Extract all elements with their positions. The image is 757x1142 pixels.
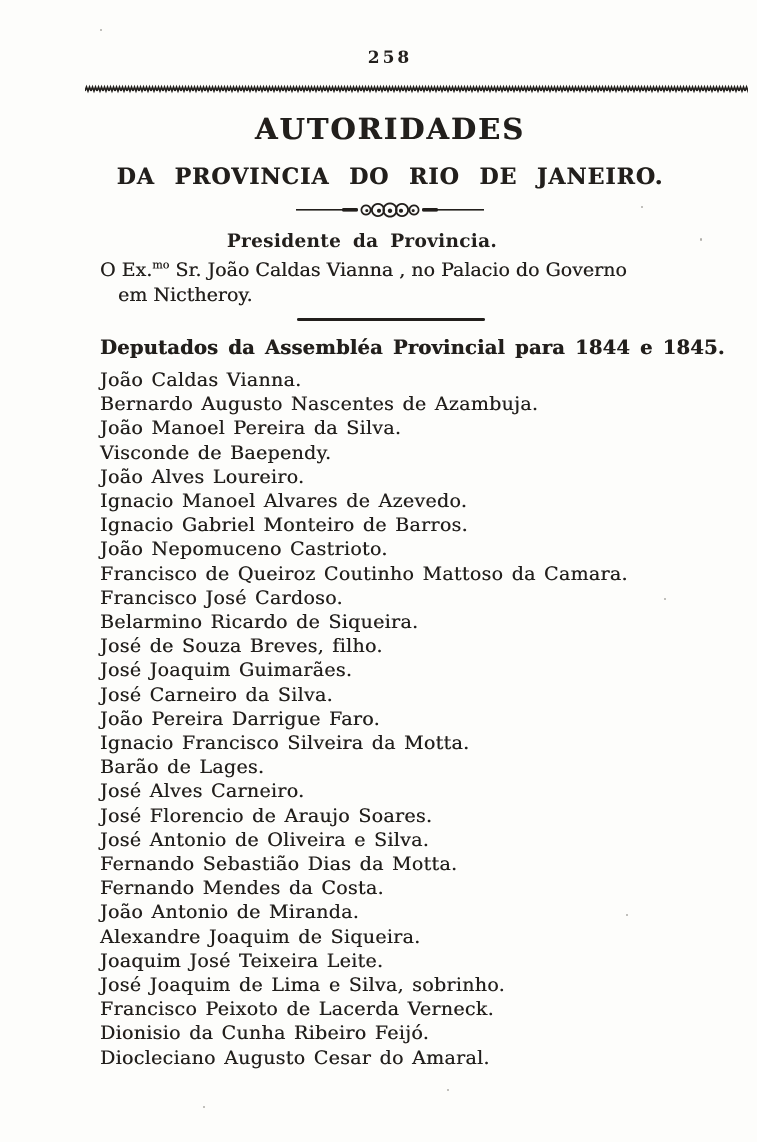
president-paragraph-line2: em Nictheroy.	[118, 284, 253, 306]
deputy-name: Ignacio Francisco Silveira da Motta.	[100, 732, 470, 755]
deputy-name: João Nepomuceno Castrioto.	[100, 538, 388, 561]
deputy-name: José Antonio de Oliveira e Silva.	[100, 828, 430, 851]
deputy-name: José Alves Carneiro.	[100, 780, 305, 803]
deputy-name: Fernando Sebastião Dias da Motta.	[100, 853, 458, 876]
deputy-name: Francisco Peixoto de Lacerda Verneck.	[100, 998, 494, 1021]
president-line1-superscript: mo	[152, 258, 170, 272]
deputy-name: Visconde de Baependy.	[100, 441, 332, 464]
page-number: 258	[367, 48, 413, 68]
scan-speck	[447, 1089, 449, 1091]
deputy-name: José Joaquim de Lima e Silva, sobrinho.	[100, 974, 505, 997]
deputy-name: Bernardo Augusto Nascentes de Azambuja.	[100, 393, 539, 416]
scan-speck	[626, 914, 628, 916]
deputy-name: Ignacio Gabriel Monteiro de Barros.	[100, 514, 468, 537]
deputy-name: José Carneiro da Silva.	[100, 683, 333, 706]
deputy-name: Dionisio da Cunha Ribeiro Feijó.	[100, 1022, 430, 1045]
scan-speck	[664, 598, 666, 600]
scan-speck	[100, 29, 102, 31]
scan-speck	[203, 1106, 205, 1108]
deputy-name: Joaquim José Teixeira Leite.	[100, 949, 384, 972]
deputy-name: Francisco José Cardoso.	[100, 586, 343, 609]
president-paragraph-line1	[100, 258, 700, 283]
section-divider-rule	[297, 318, 485, 321]
deputy-name: João Alves Loureiro.	[100, 465, 305, 488]
deputy-name: João Pereira Darrigue Faro.	[100, 707, 380, 730]
page-subtitle: DA PROVINCIA DO RIO DE JANEIRO.	[116, 164, 664, 190]
deputy-name: José Florencio de Araujo Soares.	[100, 804, 433, 827]
deputies-section-heading: Deputados da Assembléa Provincial para 1844 e 1845.	[100, 336, 725, 359]
deputy-name: Belarmino Ricardo de Siqueira.	[100, 611, 419, 634]
president-line1-rest: Sr. João Caldas Vianna , no Palacio do Governo	[169, 259, 627, 281]
deputy-name: João Caldas Vianna.	[100, 369, 302, 391]
president-line1-prefix: O Ex.	[100, 259, 153, 281]
deputy-name: Ignacio Manoel Alvares de Azevedo.	[100, 490, 468, 513]
deputy-name: Barão de Lages.	[100, 756, 265, 779]
scroll-ornament-icon	[296, 199, 484, 221]
ornament-divider	[85, 199, 695, 221]
deputy-name: José de Souza Breves, filho.	[100, 635, 383, 658]
deputy-name: Francisco de Queiroz Coutinho Mattoso da Camara.	[100, 562, 628, 585]
deputy-name: Fernando Mendes da Costa.	[100, 877, 384, 900]
wavy-rule-divider	[85, 84, 748, 94]
president-paragraph	[100, 258, 700, 308]
president-section-heading: Presidente da Provincia.	[226, 231, 498, 252]
deputy-name: João Manoel Pereira da Silva.	[100, 417, 402, 440]
scan-speck	[700, 238, 702, 241]
page-title: AUTORIDADES	[254, 112, 526, 146]
deputy-name: Alexandre Joaquim de Siqueira.	[100, 925, 421, 948]
deputy-name: Diocleciano Augusto Cesar do Amaral.	[100, 1046, 490, 1069]
deputy-name: João Antonio de Miranda.	[100, 901, 360, 924]
deputy-name: José Joaquim Guimarães.	[100, 659, 353, 682]
deputies-name-list	[100, 368, 628, 1070]
scan-speck	[641, 206, 643, 208]
